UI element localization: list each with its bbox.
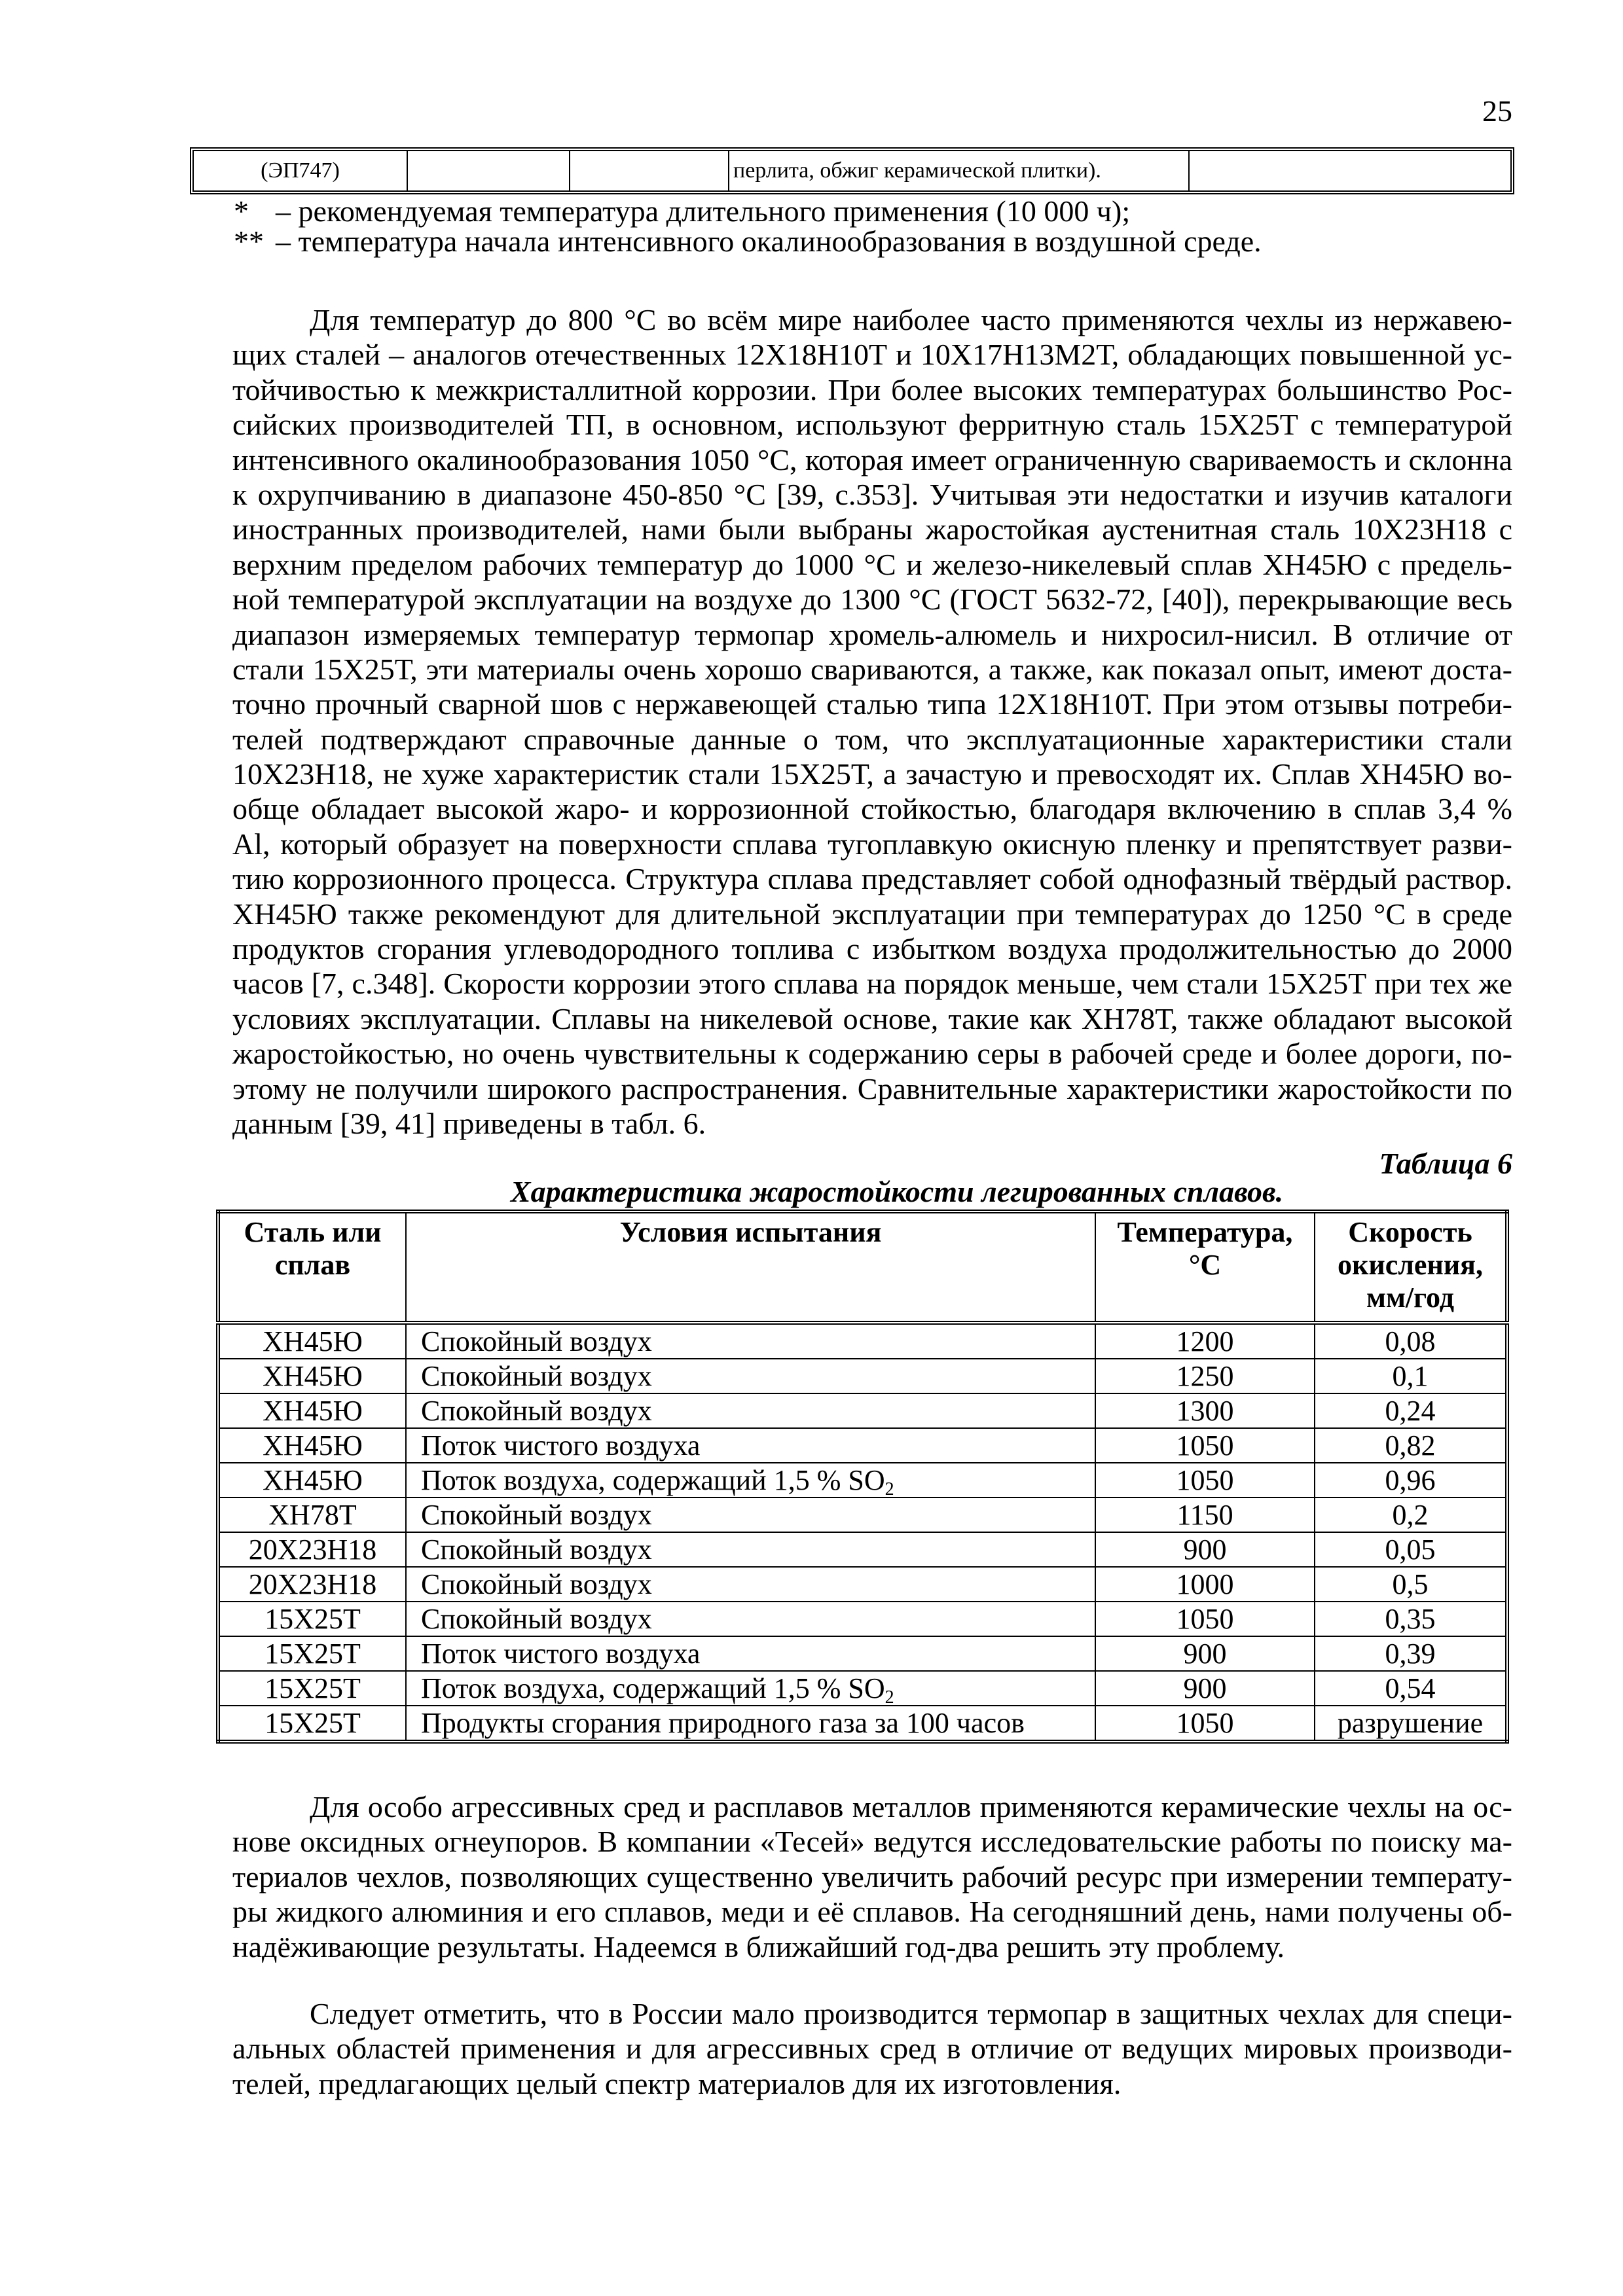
temperature-cell: 1250 (1095, 1359, 1315, 1393)
alloy-cell: ХН45Ю (218, 1463, 406, 1498)
text-line: условиях эксплуатации. Сплавы на никелевой основе, такие как ХН78Т, также обладают высокой (232, 1001, 1512, 1035)
heat-resistance-table (216, 1210, 1509, 1744)
text-line: альных областей применения и для агрессивных сред в отличие от ведущих мировых производи- (232, 2032, 1512, 2066)
footnote (234, 196, 1130, 226)
text-line: стали 15Х25Т, эти материалы очень хорошо свариваются, а также, как показал опыт, имеют доста- (232, 652, 1512, 686)
rate-cell: 0,39 (1315, 1636, 1507, 1671)
rate-cell: 0,54 (1315, 1671, 1507, 1706)
alloy-cell: ХН45Ю (218, 1428, 406, 1463)
text-line: иностранных производителей, нами были выбраны жаростойкая аустенитная сталь 10Х23Н18 с (232, 512, 1512, 547)
body-paragraph (232, 1996, 1512, 2101)
conditions-cell: Спокойный воздух (406, 1393, 1095, 1428)
column-header-temperature: Температура, °С (1095, 1211, 1315, 1323)
text-line: Для температур до 800 °С во всём мире наиболее часто применяются чехлы из нержавею- (310, 303, 1512, 336)
table-row (218, 1671, 1507, 1706)
text-line: щих сталей – аналогов отечественных 12Х18Н10Т и 10Х17Н13М2Т, обладающих повышенной ус- (232, 338, 1512, 372)
footnote-text: – температура начала интенсивного окалинообразования в воздушной среде. (276, 224, 1262, 258)
temperature-cell: 900 (1095, 1532, 1315, 1567)
alloy-cell: ХН45Ю (218, 1393, 406, 1428)
body-paragraph (232, 302, 1512, 1141)
conditions-cell: Поток воздуха, содержащий 1,5 % $SO_2$ (406, 1463, 1095, 1498)
text-line: Al, который образует на поверхности сплава тугоплавкую окисную пленку и препятствует разви- (232, 827, 1512, 861)
table-cell: перлита, обжиг керамической плитки). (729, 151, 1189, 190)
text-line: надёживающие результаты. Надеемся в ближайший год-два решить эту проблему. (232, 1929, 1285, 1964)
table-cell (407, 151, 570, 190)
alloy-cell: ХН78Т (218, 1498, 406, 1532)
alloy-cell: 20Х23Н18 (218, 1567, 406, 1602)
text-line: Следует отметить, что в России мало производится термопар в защитных чехлах для специ- (310, 1997, 1512, 2030)
table-row (218, 1532, 1507, 1567)
text-line: Для особо агрессивных сред и расплавов металлов применяются керамические чехлы на ос- (310, 1790, 1512, 1823)
conditions-cell: Спокойный воздух (406, 1602, 1095, 1636)
temperature-cell: 1300 (1095, 1393, 1315, 1428)
text-line: ры жидкого алюминия и его сплавов, меди и её сплавов. На сегодняшний день, нами получены об- (232, 1895, 1512, 1929)
rate-cell: 0,08 (1315, 1323, 1507, 1359)
text-line: нове оксидных огнеупоров. В компании «Тесей» ведутся исследовательские работы по поиску ма- (232, 1825, 1512, 1859)
alloy-cell: ХН45Ю (218, 1323, 406, 1359)
conditions-cell: Поток чистого воздуха (406, 1428, 1095, 1463)
alloy-cell: 15Х25Т (218, 1636, 406, 1671)
table-row (218, 1428, 1507, 1463)
rate-cell: 0,2 (1315, 1498, 1507, 1532)
text-line: телей, предлагающих целый спектр материалов для их изготовления. (232, 2066, 1122, 2100)
text-line: диапазон измеряемых температур термопар хромель-алюмель и нихросил-нисил. В отличие от (232, 617, 1512, 651)
conditions-cell: Спокойный воздух (406, 1567, 1095, 1602)
column-header-oxidation-rate: Скорость окисления, мм/год (1315, 1211, 1507, 1323)
text-line: сийских производителей ТП, в основном, используют ферритную сталь 15Х25Т с температурой (232, 408, 1512, 442)
conditions-cell: Спокойный воздух (406, 1323, 1095, 1359)
text-line: 10Х23Н18, не хуже характеристик стали 15Х25Т, а зачастую и превосходят их. Сплав ХН45Ю во- (232, 757, 1512, 791)
alloy-cell: 15Х25Т (218, 1602, 406, 1636)
temperature-cell: 900 (1095, 1671, 1315, 1706)
text-line: часов [7, с.348]. Скорости коррозии этого сплава на порядок меньше, чем стали 15Х25Т при тех же (232, 967, 1512, 1001)
footnote (234, 226, 1262, 257)
table-caption: Характеристика жаростойкости легированных сплавов. (510, 1175, 1284, 1208)
table-cell (1189, 151, 1510, 190)
page-number: 25 (1482, 94, 1512, 128)
rate-cell: 0,1 (1315, 1359, 1507, 1393)
conditions-cell: Продукты сгорания природного газа за 100 часов (406, 1706, 1095, 1742)
text-line: териалов чехлов, позволяющих существенно увеличить рабочий ресурс при измерении температу- (232, 1859, 1512, 1893)
table-row (218, 1567, 1507, 1602)
text-line: жаростойкостью, но очень чувствительны к содержанию серы в рабочей среде и более дороги, по- (232, 1037, 1512, 1071)
table-cell (570, 151, 729, 190)
rate-cell: 0,35 (1315, 1602, 1507, 1636)
conditions-cell: Поток чистого воздуха (406, 1636, 1095, 1671)
text-line: тойчивостью к межкристаллитной коррозии. При более высоких температурах большинство Рос- (232, 372, 1512, 406)
continuation-table (190, 147, 1514, 194)
rate-cell: 0,96 (1315, 1463, 1507, 1498)
conditions-cell: Спокойный воздух (406, 1359, 1095, 1393)
table-row (218, 1393, 1507, 1428)
temperature-cell: 1200 (1095, 1323, 1315, 1359)
temperature-cell: 1050 (1095, 1602, 1315, 1636)
text-line: обще обладает высокой жаро- и коррозионной стойкостью, благодаря включению в сплав 3,4 % (232, 792, 1512, 826)
text-line: верхним пределом рабочих температур до 1000 °С и железо-никелевый сплав ХН45Ю с предель- (232, 547, 1512, 581)
body-paragraph (232, 1789, 1512, 1964)
text-line: точно прочный сварной шов с нержавеющей сталью типа 12Х18Н10Т. При этом отзывы потреби- (232, 687, 1512, 721)
rate-cell: 0,5 (1315, 1567, 1507, 1602)
temperature-cell: 1050 (1095, 1463, 1315, 1498)
temperature-cell: 1050 (1095, 1428, 1315, 1463)
table-header-row (218, 1211, 1507, 1323)
alloy-cell: 15Х25Т (218, 1671, 406, 1706)
rate-cell: 0,82 (1315, 1428, 1507, 1463)
text-line: продуктов сгорания углеводородного топлива с избытком воздуха продолжительностью до 2000 (232, 932, 1512, 966)
temperature-cell: 1050 (1095, 1706, 1315, 1742)
conditions-cell: Спокойный воздух (406, 1498, 1095, 1532)
alloy-cell: ХН45Ю (218, 1359, 406, 1393)
text-line: ХН45Ю также рекомендуют для длительной эксплуатации при температурах до 1250 °С в среде (232, 897, 1512, 931)
table-cell: (ЭП747) (261, 158, 340, 183)
table-row (218, 1359, 1507, 1393)
text-line: ной температурой эксплуатации на воздухе до 1300 °С (ГОСТ 5632-72, [40]), перекрывающие весь (232, 583, 1512, 617)
footnote-mark: * (234, 194, 249, 228)
alloy-cell: 20Х23Н18 (218, 1532, 406, 1567)
rate-cell: 0,05 (1315, 1532, 1507, 1567)
temperature-cell: 1000 (1095, 1567, 1315, 1602)
table-row (218, 1323, 1507, 1359)
table-row (194, 151, 1510, 190)
text-line: этому не получили широкого распространения. Сравнительные характеристики жаростойкости по (232, 1071, 1512, 1105)
rate-cell: разрушение (1315, 1706, 1507, 1742)
footnote-mark: ** (234, 224, 264, 258)
table-row (218, 1498, 1507, 1532)
conditions-cell: Спокойный воздух (406, 1532, 1095, 1567)
column-header-conditions: Условия испытания (406, 1211, 1095, 1323)
table-row (218, 1463, 1507, 1498)
text-line: тию коррозионного процесса. Структура сплава представляет собой однофазный твёрдый раствор. (232, 862, 1512, 896)
table-row (218, 1706, 1507, 1742)
table-number-label: Таблица 6 (1379, 1147, 1512, 1180)
conditions-cell: Поток воздуха, содержащий 1,5 % $SO_2$ (406, 1671, 1095, 1706)
temperature-cell: 1150 (1095, 1498, 1315, 1532)
footnote-text: – рекомендуемая температура длительного применения (10 000 ч); (276, 194, 1131, 228)
text-line: телей подтверждают справочные данные о том, что эксплуатационные характеристики стали (232, 722, 1512, 756)
column-header-alloy: Сталь или сплав (218, 1211, 406, 1323)
alloy-cell: 15Х25Т (218, 1706, 406, 1742)
temperature-cell: 900 (1095, 1636, 1315, 1671)
table-row (218, 1636, 1507, 1671)
text-line: интенсивного окалинообразования 1050 °С, которая имеет ограниченную свариваемость и склонна (232, 442, 1512, 476)
rate-cell: 0,24 (1315, 1393, 1507, 1428)
text-line: данным [39, 41] приведены в табл. 6. (232, 1106, 706, 1140)
table-row (218, 1602, 1507, 1636)
text-line: к охрупчиванию в диапазоне 450-850 °С [39, с.353]. Учитывая эти недостатки и изучив каталоги (232, 477, 1512, 511)
